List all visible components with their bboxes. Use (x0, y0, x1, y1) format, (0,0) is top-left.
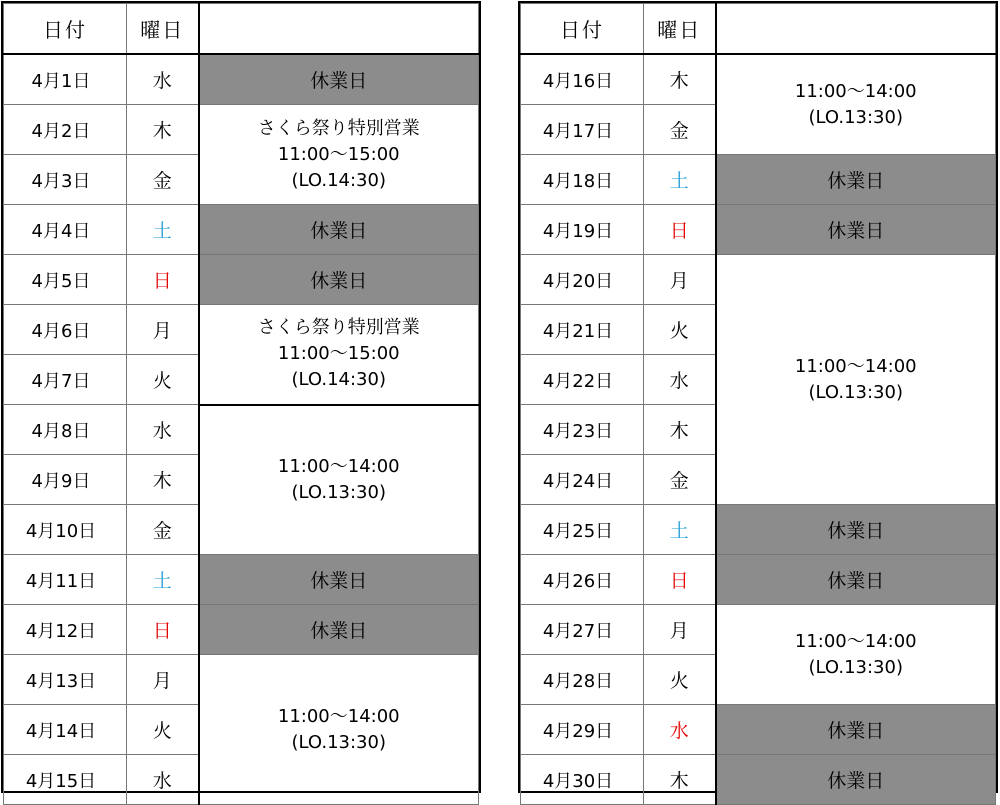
schedule-row (521, 54, 996, 105)
date-cell: 4月22日 (521, 355, 644, 405)
date-cell: 4月5日 (4, 255, 127, 305)
weekday-cell: 月 (127, 655, 199, 705)
date-cell: 4月27日 (521, 605, 644, 655)
weekday-cell: 金 (127, 505, 199, 555)
header-date: 日付 (521, 4, 644, 55)
date-cell: 4月24日 (521, 455, 644, 505)
schedule-row (521, 755, 996, 805)
weekday-cell: 木 (127, 455, 199, 505)
date-cell: 4月7日 (4, 355, 127, 405)
schedule-table-right (518, 1, 998, 793)
closed-day-cell: 休業日 (716, 205, 996, 255)
weekday-cell: 日 (644, 205, 716, 255)
closed-day-cell: 休業日 (716, 705, 996, 755)
weekday-cell: 火 (644, 305, 716, 355)
weekday-cell: 土 (127, 555, 199, 605)
schedule-row (4, 405, 479, 455)
date-cell: 4月28日 (521, 655, 644, 705)
business-hours-cell: 11:00～14:00 (LO.13:30) (199, 655, 479, 805)
date-cell: 4月14日 (4, 705, 127, 755)
schedule-row (521, 705, 996, 755)
closed-day-cell: 休業日 (199, 54, 479, 105)
weekday-cell: 日 (127, 255, 199, 305)
weekday-cell: 火 (644, 655, 716, 705)
date-cell: 4月10日 (4, 505, 127, 555)
closed-day-cell: 休業日 (716, 155, 996, 205)
weekday-cell: 月 (644, 605, 716, 655)
date-cell: 4月19日 (521, 205, 644, 255)
date-cell: 4月26日 (521, 555, 644, 605)
business-hours-cell: 11:00～14:00 (LO.13:30) (716, 255, 996, 505)
schedule-row (521, 205, 996, 255)
closed-day-cell: 休業日 (716, 755, 996, 805)
date-cell: 4月11日 (4, 555, 127, 605)
header-hours (716, 4, 996, 55)
schedule-row (521, 255, 996, 305)
business-hours-cell: 11:00～14:00 (LO.13:30) (716, 605, 996, 705)
date-cell: 4月8日 (4, 405, 127, 455)
weekday-cell: 日 (644, 555, 716, 605)
date-cell: 4月13日 (4, 655, 127, 705)
date-cell: 4月2日 (4, 105, 127, 155)
date-cell: 4月15日 (4, 755, 127, 805)
date-cell: 4月9日 (4, 455, 127, 505)
business-hours-cell: 11:00～14:00 (LO.13:30) (199, 405, 479, 555)
date-cell: 4月29日 (521, 705, 644, 755)
schedule-row (521, 605, 996, 655)
weekday-cell: 火 (127, 705, 199, 755)
closed-day-cell: 休業日 (199, 605, 479, 655)
header-weekday: 曜日 (644, 4, 716, 55)
schedule-row (4, 54, 479, 105)
schedule-row (521, 555, 996, 605)
weekday-cell: 火 (127, 355, 199, 405)
schedule-row (521, 155, 996, 205)
date-cell: 4月16日 (521, 54, 644, 105)
weekday-cell: 木 (127, 105, 199, 155)
schedule-row (4, 205, 479, 255)
header-hours (199, 4, 479, 55)
date-cell: 4月17日 (521, 105, 644, 155)
date-cell: 4月12日 (4, 605, 127, 655)
closed-day-cell: 休業日 (199, 255, 479, 305)
header-weekday: 曜日 (127, 4, 199, 55)
date-cell: 4月21日 (521, 305, 644, 355)
schedule-row (521, 505, 996, 555)
weekday-cell: 水 (127, 405, 199, 455)
date-cell: 4月1日 (4, 54, 127, 105)
schedule-row (4, 555, 479, 605)
schedule-grid-right (520, 3, 996, 805)
date-cell: 4月23日 (521, 405, 644, 455)
date-cell: 4月6日 (4, 305, 127, 355)
closed-day-cell: 休業日 (716, 555, 996, 605)
business-hours-cell: 11:00～14:00 (LO.13:30) (716, 54, 996, 155)
schedule-row (4, 255, 479, 305)
schedule-row (4, 305, 479, 355)
weekday-cell: 土 (127, 205, 199, 255)
weekday-cell: 金 (644, 105, 716, 155)
closed-day-cell: 休業日 (199, 205, 479, 255)
weekday-cell: 土 (644, 155, 716, 205)
date-cell: 4月20日 (521, 255, 644, 305)
weekday-cell: 月 (127, 305, 199, 355)
schedule-table-left (1, 1, 481, 793)
weekday-cell: 木 (644, 54, 716, 105)
schedule-row (4, 655, 479, 705)
weekday-cell: 木 (644, 755, 716, 805)
schedule-row (4, 105, 479, 155)
weekday-cell: 水 (127, 54, 199, 105)
business-hours-cell: さくら祭り特別営業 11:00～15:00 (LO.14:30) (199, 105, 479, 205)
weekday-cell: 日 (127, 605, 199, 655)
weekday-cell: 水 (644, 705, 716, 755)
schedule-grid-left (3, 3, 479, 805)
weekday-cell: 水 (127, 755, 199, 805)
date-cell: 4月3日 (4, 155, 127, 205)
date-cell: 4月18日 (521, 155, 644, 205)
date-cell: 4月30日 (521, 755, 644, 805)
weekday-cell: 金 (127, 155, 199, 205)
weekday-cell: 土 (644, 505, 716, 555)
weekday-cell: 月 (644, 255, 716, 305)
date-cell: 4月4日 (4, 205, 127, 255)
schedule-row (4, 605, 479, 655)
closed-day-cell: 休業日 (199, 555, 479, 605)
weekday-cell: 水 (644, 355, 716, 405)
header-date: 日付 (4, 4, 127, 55)
weekday-cell: 木 (644, 405, 716, 455)
business-hours-cell: さくら祭り特別営業 11:00～15:00 (LO.14:30) (199, 305, 479, 405)
closed-day-cell: 休業日 (716, 505, 996, 555)
weekday-cell: 金 (644, 455, 716, 505)
date-cell: 4月25日 (521, 505, 644, 555)
